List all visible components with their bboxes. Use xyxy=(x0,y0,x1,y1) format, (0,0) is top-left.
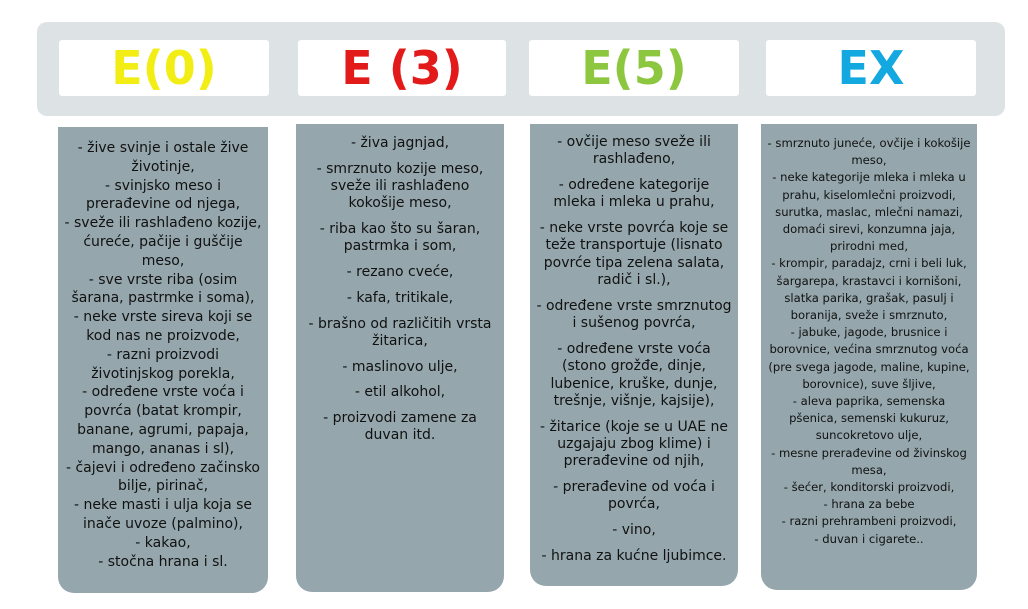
list-item: - određene vrste voća (stono grožđe, dinje, lubenice, kruške, dunje, trešnje, višnje, kajsije), xyxy=(550,340,718,410)
list-item: - smrznuto juneće, ovčije i kokošije meso, xyxy=(767,136,971,168)
list-item: - vino, xyxy=(612,522,656,539)
list-item: - jabuke, jagode, brusnice i borovnice, većina smrznutog voća (pre svega jagode, maline, kupine, borovnice), suve šljive, xyxy=(768,325,970,391)
list-item: - šećer, konditorski proizvodi, xyxy=(783,480,955,495)
category-title-e5-label: E(5) xyxy=(581,41,687,95)
category-title-e5 xyxy=(529,40,739,96)
list-item: - neke vrste sireva koji se kod nas ne proizvode, xyxy=(73,309,253,344)
list-item: - neke kategorije mleka i mleka u prahu, kiselomlečni proizvodi, surutka, maslac, mlečni namazi, domaći sirevi, konzumna jaja, prirodni med, xyxy=(772,170,966,254)
column-e0-list xyxy=(64,139,262,571)
list-item: - razni proizvodi životinjskog porekla, xyxy=(91,346,235,382)
list-item: - maslinovo ulje, xyxy=(342,358,458,375)
category-title-e3 xyxy=(298,40,506,96)
column-e0 xyxy=(58,127,268,593)
list-item: - riba kao što su šaran, pastrmka i som, xyxy=(319,221,481,255)
list-item: - određene vrste voća i povrća (batat krompir, banane, agrumi, papaja, mango, ananas i sl), xyxy=(77,384,249,457)
list-item: - hrana za kućne ljubimce. xyxy=(541,547,727,564)
list-item: - aleva paprika, semenska pšenica, semenski kukuruz, suncokretovo ulje, xyxy=(789,394,949,443)
list-item: - stočna hrana i sl. xyxy=(98,553,228,570)
column-e5 xyxy=(530,124,738,586)
list-item: - etil alkohol, xyxy=(354,384,446,401)
list-item: - žitarice (koje se u UAE ne uzgajaju zbog klime) i prerađevine od njih, xyxy=(539,418,729,470)
list-item: - duvan i cigarete.. xyxy=(814,531,924,546)
list-item: - krompir, paradajz, crni i beli luk, šargarepa, krastavci i kornišoni, slatka parika, grašak, pasulj i boranija, sveže i smrznuto, xyxy=(771,256,967,323)
list-item: - hrana za bebe xyxy=(823,497,915,512)
list-item: - čajevi i određeno začinsko bilje, pirinač, xyxy=(65,459,260,495)
category-title-e3-label: E (3) xyxy=(341,41,463,95)
column-e3 xyxy=(296,124,504,592)
category-title-ex xyxy=(766,40,976,96)
list-item: - kafa, tritikale, xyxy=(346,289,454,306)
list-item: - smrznuto kozije meso, sveže ili rashlađeno kokošije meso, xyxy=(316,160,484,212)
list-item: - sve vrste riba (osim šarana, pastrmke i soma), xyxy=(71,271,255,307)
list-item: - određene vrste smrznutog i sušenog povrća, xyxy=(536,297,732,332)
list-item: - prerađevine od voća i povrća, xyxy=(553,479,715,513)
category-title-e0 xyxy=(59,40,269,96)
list-item: - živa jagnjad, xyxy=(350,135,450,151)
list-item: - kakao, xyxy=(135,534,191,551)
list-item: - razni prehrambeni proizvodi, xyxy=(781,514,957,529)
column-e5-list xyxy=(536,134,732,565)
column-ex-list xyxy=(767,135,971,548)
list-item: - sveže ili rashlađeno kozije, ćureće, pačije i guščije meso, xyxy=(64,215,262,269)
list-item: - rezano cveće, xyxy=(346,264,454,280)
list-item: - proizvodi zamene za duvan itd. xyxy=(323,410,477,444)
list-item: - žive svinje i ostale žive životinje, xyxy=(77,140,249,175)
list-item: - neke vrste povrća koje se teže transportuje (lisnato povrće tipa zelena salata, radič i sl.), xyxy=(539,220,729,289)
list-item: - svinjsko meso i prerađevine od njega, xyxy=(85,177,241,213)
column-e3-list xyxy=(302,135,498,445)
list-item: - brašno od različitih vrsta žitarica, xyxy=(308,315,492,349)
category-title-ex-label: EX xyxy=(837,41,905,95)
column-ex xyxy=(761,124,977,590)
list-item: - određene kategorije mleka i mleka u prahu, xyxy=(553,177,715,211)
list-item: - mesne prerađevine od živinskog mesa, xyxy=(771,445,967,477)
list-item: - neke masti i ulja koja se inače uvoze (palmino), xyxy=(73,497,253,532)
category-title-e0-label: E(0) xyxy=(111,41,217,95)
list-item: - ovčije meso sveže ili rashlađeno, xyxy=(557,134,711,168)
